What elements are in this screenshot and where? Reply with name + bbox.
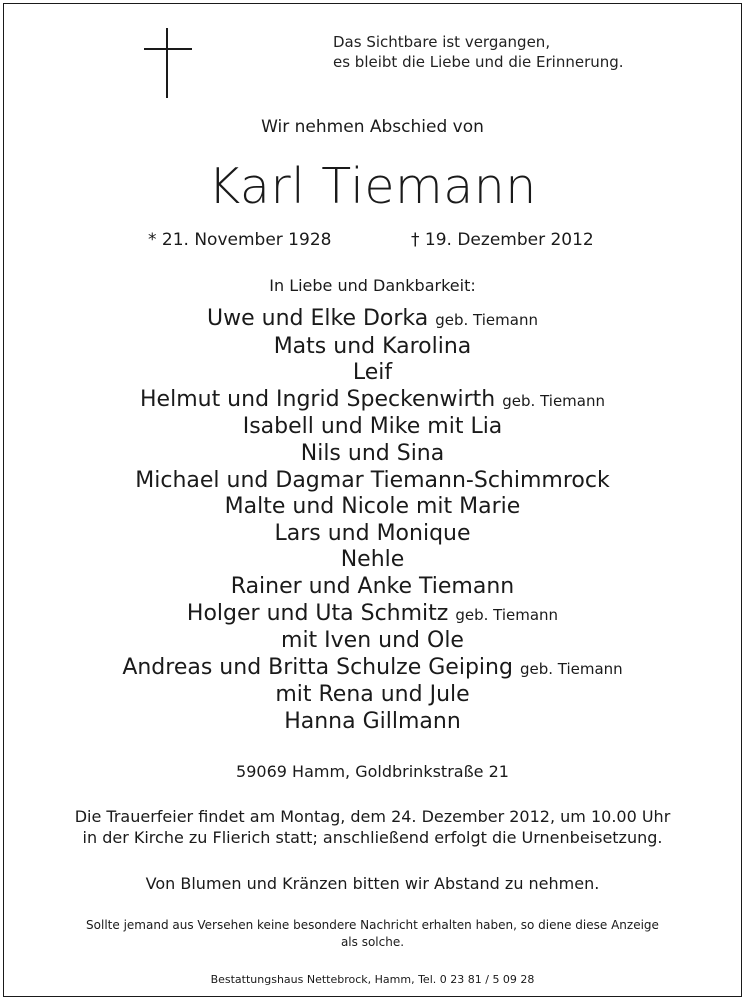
birth-date: * 21. November 1928	[148, 230, 332, 250]
motto-line: es bleibt die Liebe und die Erinnerung.	[333, 53, 624, 71]
cross-icon	[144, 28, 192, 98]
death-date: † 19. Dezember 2012	[411, 230, 594, 250]
mourner-name: Michael und Dagmar Tiemann-Schimmrock	[135, 467, 610, 493]
service-line: Die Trauerfeier findet am Montag, dem 24. Dezember 2012, um 10.00 Uhr	[74, 807, 671, 826]
mourner-row	[0, 655, 745, 683]
notice-line: als solche.	[340, 935, 405, 949]
mourner-row	[0, 682, 745, 709]
service-line: in der Kirche zu Flierich statt; anschließend erfolgt die Urnenbeisetzung.	[82, 828, 663, 847]
gratitude-line: In Liebe und Dankbarkeit:	[269, 276, 476, 295]
notice	[0, 917, 745, 951]
mourner-name: Andreas und Britta Schulze Geiping	[122, 654, 513, 680]
maiden-name-note: geb. Tiemann	[502, 391, 605, 410]
mourner-name: mit Rena und Jule	[275, 682, 470, 708]
mourner-name: Helmut und Ingrid Speckenwirth	[140, 386, 496, 412]
mourner-row	[0, 387, 745, 415]
motto-line: Das Sichtbare ist vergangen,	[333, 33, 551, 51]
maiden-name-note: geb. Tiemann	[435, 311, 538, 329]
address: 59069 Hamm, Goldbrinkstraße 21	[236, 762, 509, 781]
mourner-row	[0, 441, 745, 468]
mourner-name: Lars und Monique	[274, 520, 471, 546]
notice-line: Sollte jemand aus Versehen keine besondere Nachricht erhalten haben, so diene diese Anzeige	[86, 918, 659, 932]
mourner-row	[0, 414, 745, 441]
mourner-name: Mats und Karolina	[273, 333, 472, 359]
mourners-list	[0, 306, 745, 736]
mourner-row	[0, 521, 745, 548]
mourner-row	[0, 709, 745, 736]
service-info	[0, 806, 745, 848]
mourner-name: mit Iven und Ole	[281, 628, 464, 654]
mourner-row	[0, 360, 745, 387]
mourner-row	[0, 306, 745, 334]
motto	[333, 32, 624, 72]
mourner-row	[0, 628, 745, 655]
mourner-row	[0, 574, 745, 601]
intro-text: Wir nehmen Abschied von	[261, 117, 484, 137]
mourner-name: Nils und Sina	[300, 440, 445, 466]
mourner-row	[0, 494, 745, 521]
mourner-name: Holger und Uta Schmitz	[186, 600, 449, 626]
maiden-name-note: geb. Tiemann	[455, 605, 559, 624]
maiden-name-note: geb. Tiemann	[519, 659, 623, 678]
mourner-name: Malte und Nicole mit Marie	[224, 494, 521, 520]
mourner-name: Leif	[352, 360, 393, 386]
mourner-row	[0, 334, 745, 361]
flowers-request: Von Blumen und Kränzen bitten wir Abstand zu nehmen.	[145, 874, 600, 893]
mourner-name: Hanna Gillmann	[284, 708, 461, 734]
undertaker-info: Bestattungshaus Nettebrock, Hamm, Tel. 0 23 81 / 5 09 28	[210, 973, 535, 986]
mourner-name: Uwe und Elke Dorka	[207, 306, 429, 331]
deceased-name: Karl Tiemann	[208, 158, 537, 215]
mourner-name: Rainer und Anke Tiemann	[230, 573, 515, 599]
mourner-row	[0, 601, 745, 629]
mourner-name: Isabell und Mike mit Lia	[242, 414, 503, 440]
mourner-row	[0, 547, 745, 574]
mourner-name: Nehle	[340, 547, 405, 573]
mourner-row	[0, 468, 745, 495]
